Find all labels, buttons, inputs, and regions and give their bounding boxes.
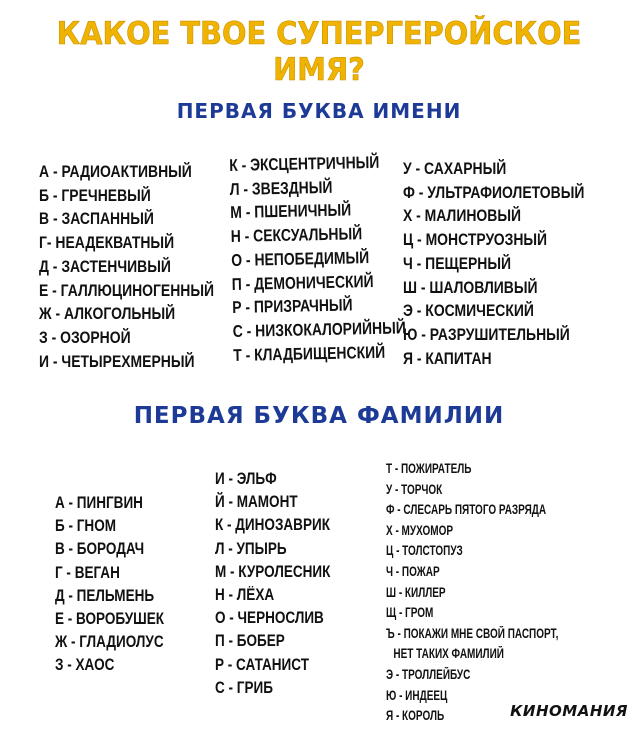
list-item: Ф - СЛЕСАРЬ ПЯТОГО РАЗРЯДА xyxy=(386,502,547,518)
list-item: Ш - КИЛЛЕР xyxy=(386,584,446,600)
list-item: Е - ГАЛЛЮЦИНОГЕННЫЙ xyxy=(39,280,215,300)
list-item: Р - САТАНИСТ xyxy=(215,655,309,674)
list-item: Н - ЛЁХА xyxy=(215,586,275,605)
last-name-column-1 xyxy=(55,492,188,678)
list-item: Т - ПОЖИРАТЕЛЬ xyxy=(386,461,472,476)
list-item: О - ЧЕРНОСЛИВ xyxy=(215,609,324,628)
list-item: Б - ГНОМ xyxy=(55,517,116,536)
list-item: Ъ - ПОКАЖИ МНЕ СВОЙ ПАСПОРТ, xyxy=(386,625,559,641)
list-item: Я - КАПИТАН xyxy=(403,348,492,368)
last-name-column-2 xyxy=(215,468,356,700)
page-title: КАКОЕ ТВОЕ СУПЕРГЕРОЙСКОЕ ИМЯ? xyxy=(56,16,582,88)
list-item: Й - МАМОНТ xyxy=(215,493,298,512)
list-item: З - ОЗОРНОЙ xyxy=(39,327,131,347)
list-item: Ч - ПОЖАР xyxy=(386,563,440,579)
list-item: О - НЕПОБЕДИМЫЙ xyxy=(231,247,370,270)
list-item: В - ЗАСПАННЫЙ xyxy=(39,209,154,229)
list-item: Ф - УЛЬТРАФИОЛЕТОВЫЙ xyxy=(403,182,585,202)
list-item: А - ПИНГВИН xyxy=(55,494,143,512)
list-item: А - РАДИОАКТИВНЫЙ xyxy=(39,162,192,181)
first-name-column-3 xyxy=(403,157,624,370)
list-item: Ч - ПЕЩЕРНЫЙ xyxy=(403,253,512,273)
list-item: Л - ЗВЕЗДНЫЙ xyxy=(229,177,333,199)
list-item: Г - ВЕГАН xyxy=(55,563,120,582)
list-item: В - БОРОДАЧ xyxy=(55,540,145,559)
first-name-column-1 xyxy=(39,160,252,373)
list-item: Э - ТРОЛЛЕЙБУС xyxy=(386,666,471,682)
list-item: Б - ГРЕЧНЕВЫЙ xyxy=(39,185,151,205)
list-item: Ц - МОНСТРУОЗНЫЙ xyxy=(403,230,548,250)
list-item: К - ЭКСЦЕНТРИЧНЫЙ xyxy=(229,152,380,175)
list-item: Э - КОСМИЧЕСКИЙ xyxy=(403,301,534,321)
list-item: Р - ПРИЗРАЧНЫЙ xyxy=(232,295,353,318)
list-item: Е - ВОРОБУШЕК xyxy=(55,610,165,629)
list-item: Ж - ГЛАДИОЛУС xyxy=(55,633,164,652)
list-item: П - БОБЕР xyxy=(215,632,285,651)
list-item: Ю - РАЗРУШИТЕЛЬНЫЙ xyxy=(403,324,570,344)
kinomania-logo: КИНОМАНИЯ xyxy=(510,702,628,720)
list-item: К - ДИНОЗАВРИК xyxy=(215,516,330,535)
list-item: М - КУРОЛЕСНИК xyxy=(215,562,331,581)
list-item: И - ЭЛЬФ xyxy=(215,470,277,488)
list-item: Д - ПЕЛЬМЕНЬ xyxy=(55,586,155,605)
list-item: Щ - ГРОМ xyxy=(386,605,434,621)
list-item: Н - СЕКСУАЛЬНЫЙ xyxy=(230,224,363,247)
list-item: И - ЧЕТЫРЕХМЕРНЫЙ xyxy=(39,351,195,371)
list-item: Х - МУХОМОР xyxy=(386,522,454,538)
list-item: У - ТОРЧОК xyxy=(386,481,443,497)
last-name-column-3 xyxy=(386,459,619,727)
list-item: Ш - ШАЛОВЛИВЫЙ xyxy=(403,277,538,297)
list-item: М - ПШЕНИЧНЫЙ xyxy=(230,200,352,223)
list-item: Л - УПЫРЬ xyxy=(215,539,287,558)
list-item: П - ДЕМОНИЧЕСКИЙ xyxy=(231,271,374,294)
first-name-heading: ПЕРВАЯ БУКВА ИМЕНИ xyxy=(176,99,462,123)
list-item: С - ГРИБ xyxy=(215,678,273,697)
list-item: У - САХАРНЫЙ xyxy=(403,159,507,178)
list-item: Т - КЛАДБИЩЕНСКИЙ xyxy=(233,342,386,365)
list-item: Х - МАЛИНОВЫЙ xyxy=(403,206,521,226)
list-item: Г- НЕАДЕКВАТНЫЙ xyxy=(39,233,175,253)
list-item: Д - ЗАСТЕНЧИВЫЙ xyxy=(39,256,171,276)
list-item: З - ХАОС xyxy=(55,656,115,675)
list-item: Ж - АЛКОГОЛЬНЫЙ xyxy=(39,304,176,324)
list-item: Я - КОРОЛЬ xyxy=(386,708,445,724)
list-item: Ц - ТОЛСТОПУЗ xyxy=(386,543,463,559)
list-item: Ю - ИНДЕЕЦ xyxy=(386,687,448,703)
list-item: НЕТ ТАКИХ ФАМИЛИЙ xyxy=(393,646,504,662)
last-name-heading: ПЕРВАЯ БУКВА ФАМИЛИИ xyxy=(133,403,505,429)
list-item: С - НИЗКОКАЛОРИЙНЫЙ xyxy=(232,318,406,341)
